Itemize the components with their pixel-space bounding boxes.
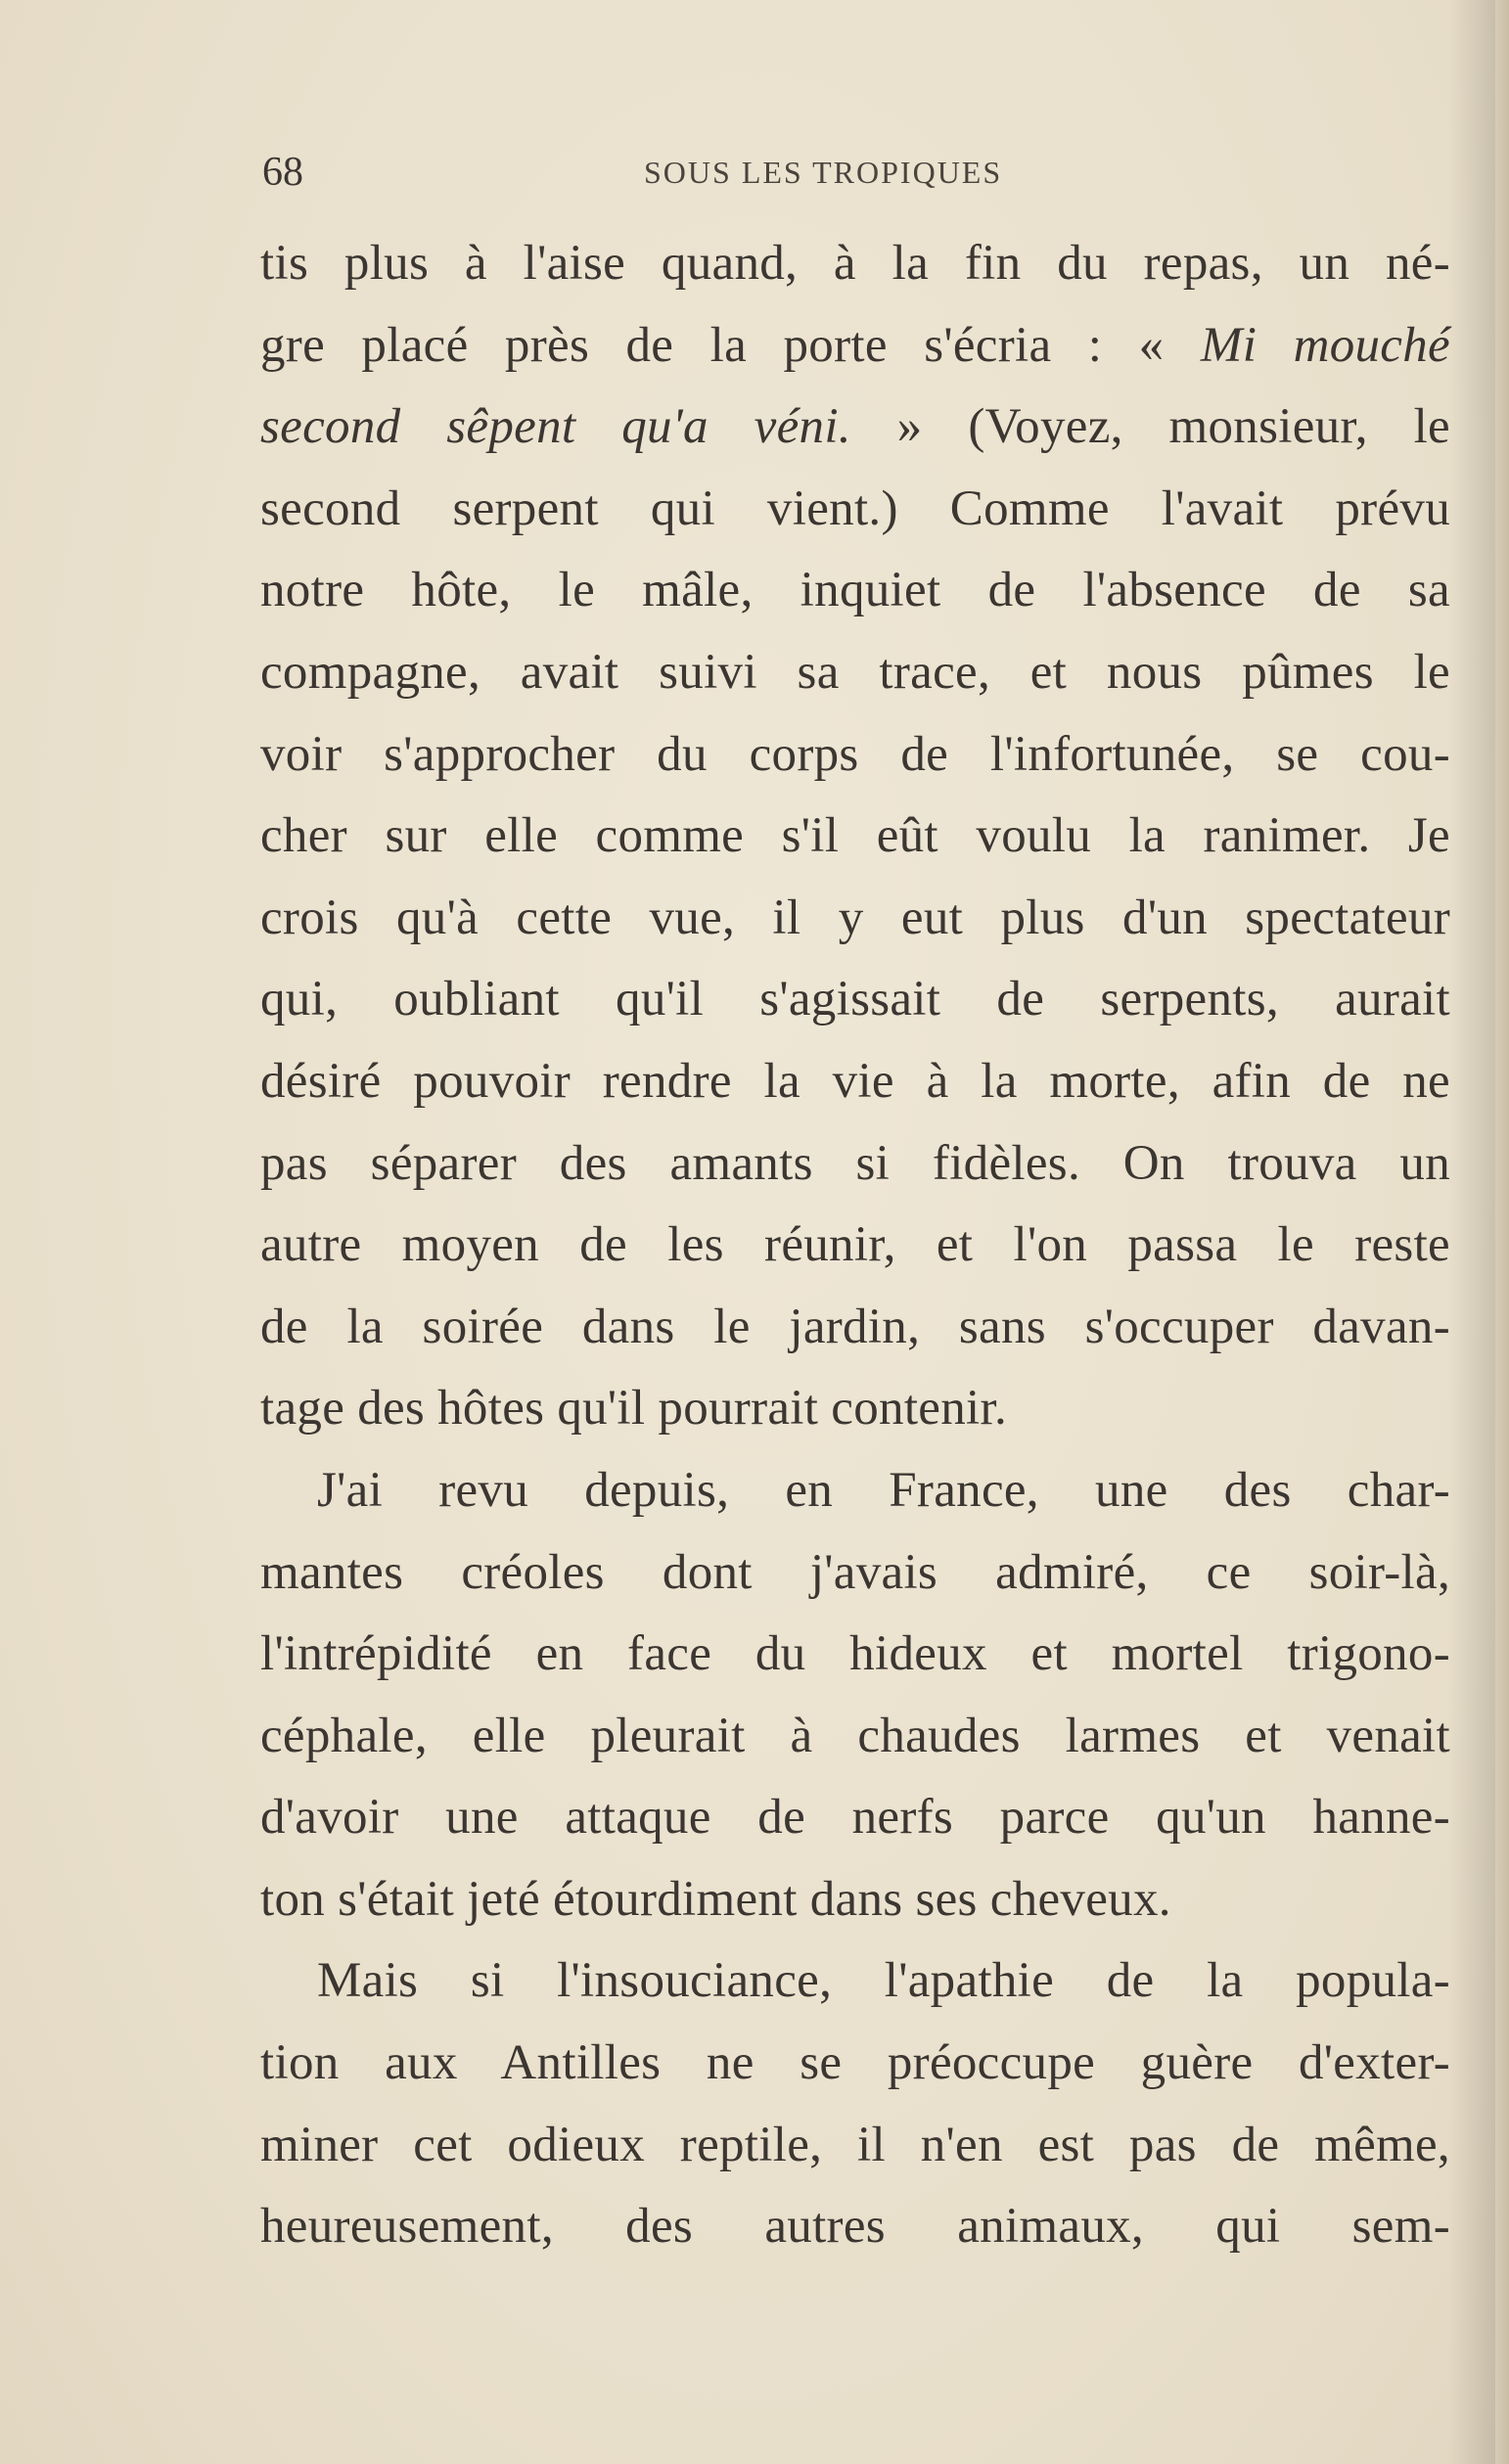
text-line: qui, oubliant qu'il s'agissait de serpents, aurait: [260, 972, 1450, 1027]
text-line: second serpent qui vient.) Comme l'avait prévu: [260, 480, 1450, 536]
paragraph-end-line: tage des hôtes qu'il pourrait contenir.: [260, 1381, 1008, 1437]
paragraph-start-line: J'ai revu depuis, en France, une des char-: [317, 1462, 1450, 1518]
text-line: miner cet odieux reptile, il n'en est pas de même,: [260, 2117, 1450, 2172]
text-line: céphale, elle pleurait à chaudes larmes et venait: [260, 1708, 1450, 1763]
text-line: mantes créoles dont j'avais admiré, ce soir-là,: [260, 1544, 1450, 1600]
text-line: notre hôte, le mâle, inquiet de l'absence de sa: [260, 563, 1450, 618]
running-head: [262, 149, 1057, 198]
paragraph-start-line: Mais si l'insouciance, l'apathie de la popula-: [317, 1953, 1450, 2009]
text-line: compagne, avait suivi sa trace, et nous pûmes le: [260, 644, 1450, 700]
running-title: SOUS LES TROPIQUES: [644, 155, 1003, 190]
italic-creole-quote: Mi mouché: [1200, 317, 1450, 373]
text-line: [260, 387, 1450, 469]
text-line: autre moyen de les réunir, et l'on passa le reste: [260, 1217, 1450, 1273]
text-line: de la soirée dans le jardin, sans s'occuper davan-: [260, 1299, 1450, 1354]
text-line: crois qu'à cette vue, il y eut plus d'un spectateur: [260, 890, 1450, 945]
text-line: l'intrépidité en face du hideux et mortel trigono-: [260, 1626, 1450, 1682]
text-segment: gre placé près de la porte s'écria : «: [260, 317, 1201, 373]
text-line: pas séparer des amants si fidèles. On trouva un: [260, 1135, 1450, 1191]
text-line: d'avoir une attaque de nerfs parce qu'un hanne-: [260, 1790, 1450, 1846]
text-line: désiré pouvoir rendre la vie à la morte, afin de ne: [260, 1053, 1450, 1109]
italic-creole-quote: second sêpent qu'a véni.: [260, 399, 851, 455]
body-text: [260, 223, 1450, 2268]
page-edge-shadow: [1495, 0, 1509, 2464]
page-number: 68: [262, 150, 303, 195]
text-line: voir s'approcher du corps de l'infortunée, se cou-: [260, 726, 1450, 782]
paragraph-end-line: ton s'était jeté étourdiment dans ses cheveux.: [260, 1871, 1171, 1927]
text-line: tion aux Antilles ne se préoccupe guère d'exter-: [260, 2035, 1450, 2091]
text-line: [260, 305, 1450, 388]
text-line: cher sur elle comme s'il eût voulu la ranimer. Je: [260, 808, 1450, 864]
text-segment: » (Voyez, monsieur, le: [850, 399, 1450, 455]
text-line: heureusement, des autres animaux, qui sem-: [260, 2199, 1450, 2255]
text-line: tis plus à l'aise quand, à la fin du repas, un né-: [260, 236, 1450, 291]
